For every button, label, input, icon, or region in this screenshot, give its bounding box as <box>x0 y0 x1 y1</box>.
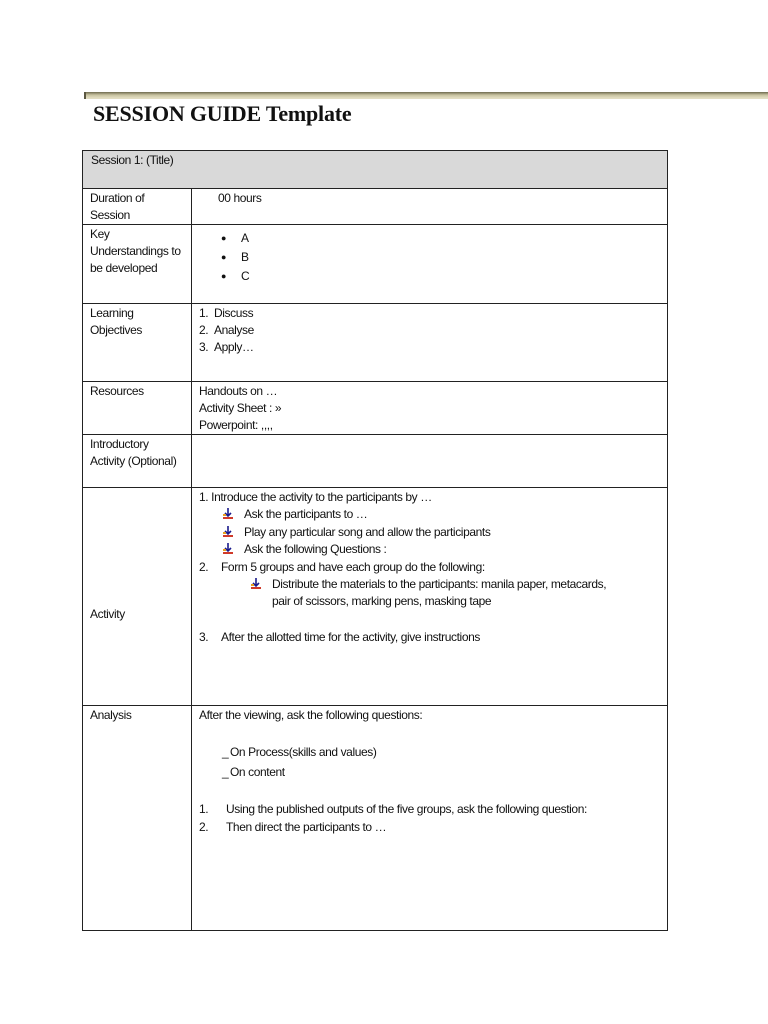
analysis-dash-item: _ On content <box>199 762 661 782</box>
arrow-bullet-icon <box>222 526 234 538</box>
session-guide-table <box>82 150 668 931</box>
resources-row <box>83 382 668 435</box>
arrow-bullet-icon <box>222 508 234 520</box>
arrow-bullet-icon <box>222 543 234 555</box>
list-item: ● C <box>221 267 661 286</box>
learning-objectives-label: Learning Objectives <box>83 304 192 382</box>
session-header: Session 1: (Title) <box>83 151 668 189</box>
bullet-icon: ● <box>221 271 227 281</box>
analysis-label: Analysis <box>83 706 192 931</box>
bullet-icon: ● <box>221 252 227 262</box>
dash-icon: _ <box>222 745 229 759</box>
activity-substep: Ask the following Questions : <box>199 541 661 559</box>
resources-label: Resources <box>83 382 192 435</box>
resource-line: Handouts on … <box>199 384 278 398</box>
page-title: SESSION GUIDE Template <box>93 101 352 126</box>
duration-label: Duration of Session <box>83 189 192 225</box>
key-understandings-list <box>199 226 661 286</box>
bullet-icon: ● <box>221 233 227 243</box>
activity-step-3: 3. After the allotted time for the activity, give instructions <box>199 629 480 644</box>
introductory-activity-row <box>83 435 668 488</box>
list-item: ● B <box>221 248 661 267</box>
list-item: ● A <box>221 229 661 248</box>
activity-substep: Distribute the materials to the participants: manila paper, metacards, pair of scissors, marking pens, masking tape <box>199 576 661 611</box>
top-rule <box>84 92 768 99</box>
learning-objectives-list <box>199 305 661 356</box>
key-understandings-cell <box>192 225 668 304</box>
activity-substep: Ask the participants to … <box>199 506 661 524</box>
duration-value: 00 hours <box>192 189 668 225</box>
dash-icon: _ <box>222 765 229 779</box>
list-item: 2. Analyse <box>199 323 254 337</box>
key-understandings-label: Key Understandings to be developed <box>83 225 192 304</box>
key-understandings-row <box>83 225 668 304</box>
analysis-intro: After the viewing, ask the following questions: <box>199 708 423 722</box>
resources-cell <box>192 382 668 435</box>
activity-step-1: 1. Introduce the activity to the participants by … <box>199 490 432 504</box>
learning-objectives-row <box>83 304 668 382</box>
arrow-bullet-icon <box>250 578 262 590</box>
analysis-row <box>83 706 668 931</box>
introductory-activity-label: Introductory Activity (Optional) <box>83 435 192 488</box>
activity-cell <box>192 488 668 706</box>
analysis-cell <box>192 706 668 931</box>
activity-step-2: 2. Form 5 groups and have each group do the following: <box>199 559 485 574</box>
activity-label: Activity <box>83 488 192 706</box>
analysis-step: 1. Using the published outputs of the five groups, ask the following question: <box>199 802 587 816</box>
list-item: 1. Discuss <box>199 306 254 320</box>
duration-row <box>83 189 668 225</box>
analysis-dash-item: _ On Process(skills and values) <box>199 742 661 762</box>
activity-substep: Play any particular song and allow the participants <box>199 524 661 542</box>
activity-row <box>83 488 668 706</box>
analysis-step: 2. Then direct the participants to … <box>199 820 387 834</box>
introductory-activity-cell <box>192 435 668 488</box>
session-header-row <box>83 151 668 189</box>
resource-line: Powerpoint: ,,,, <box>199 418 273 432</box>
resource-line: Activity Sheet : » <box>199 401 282 415</box>
learning-objectives-cell <box>192 304 668 382</box>
list-item: 3. Apply… <box>199 340 254 354</box>
